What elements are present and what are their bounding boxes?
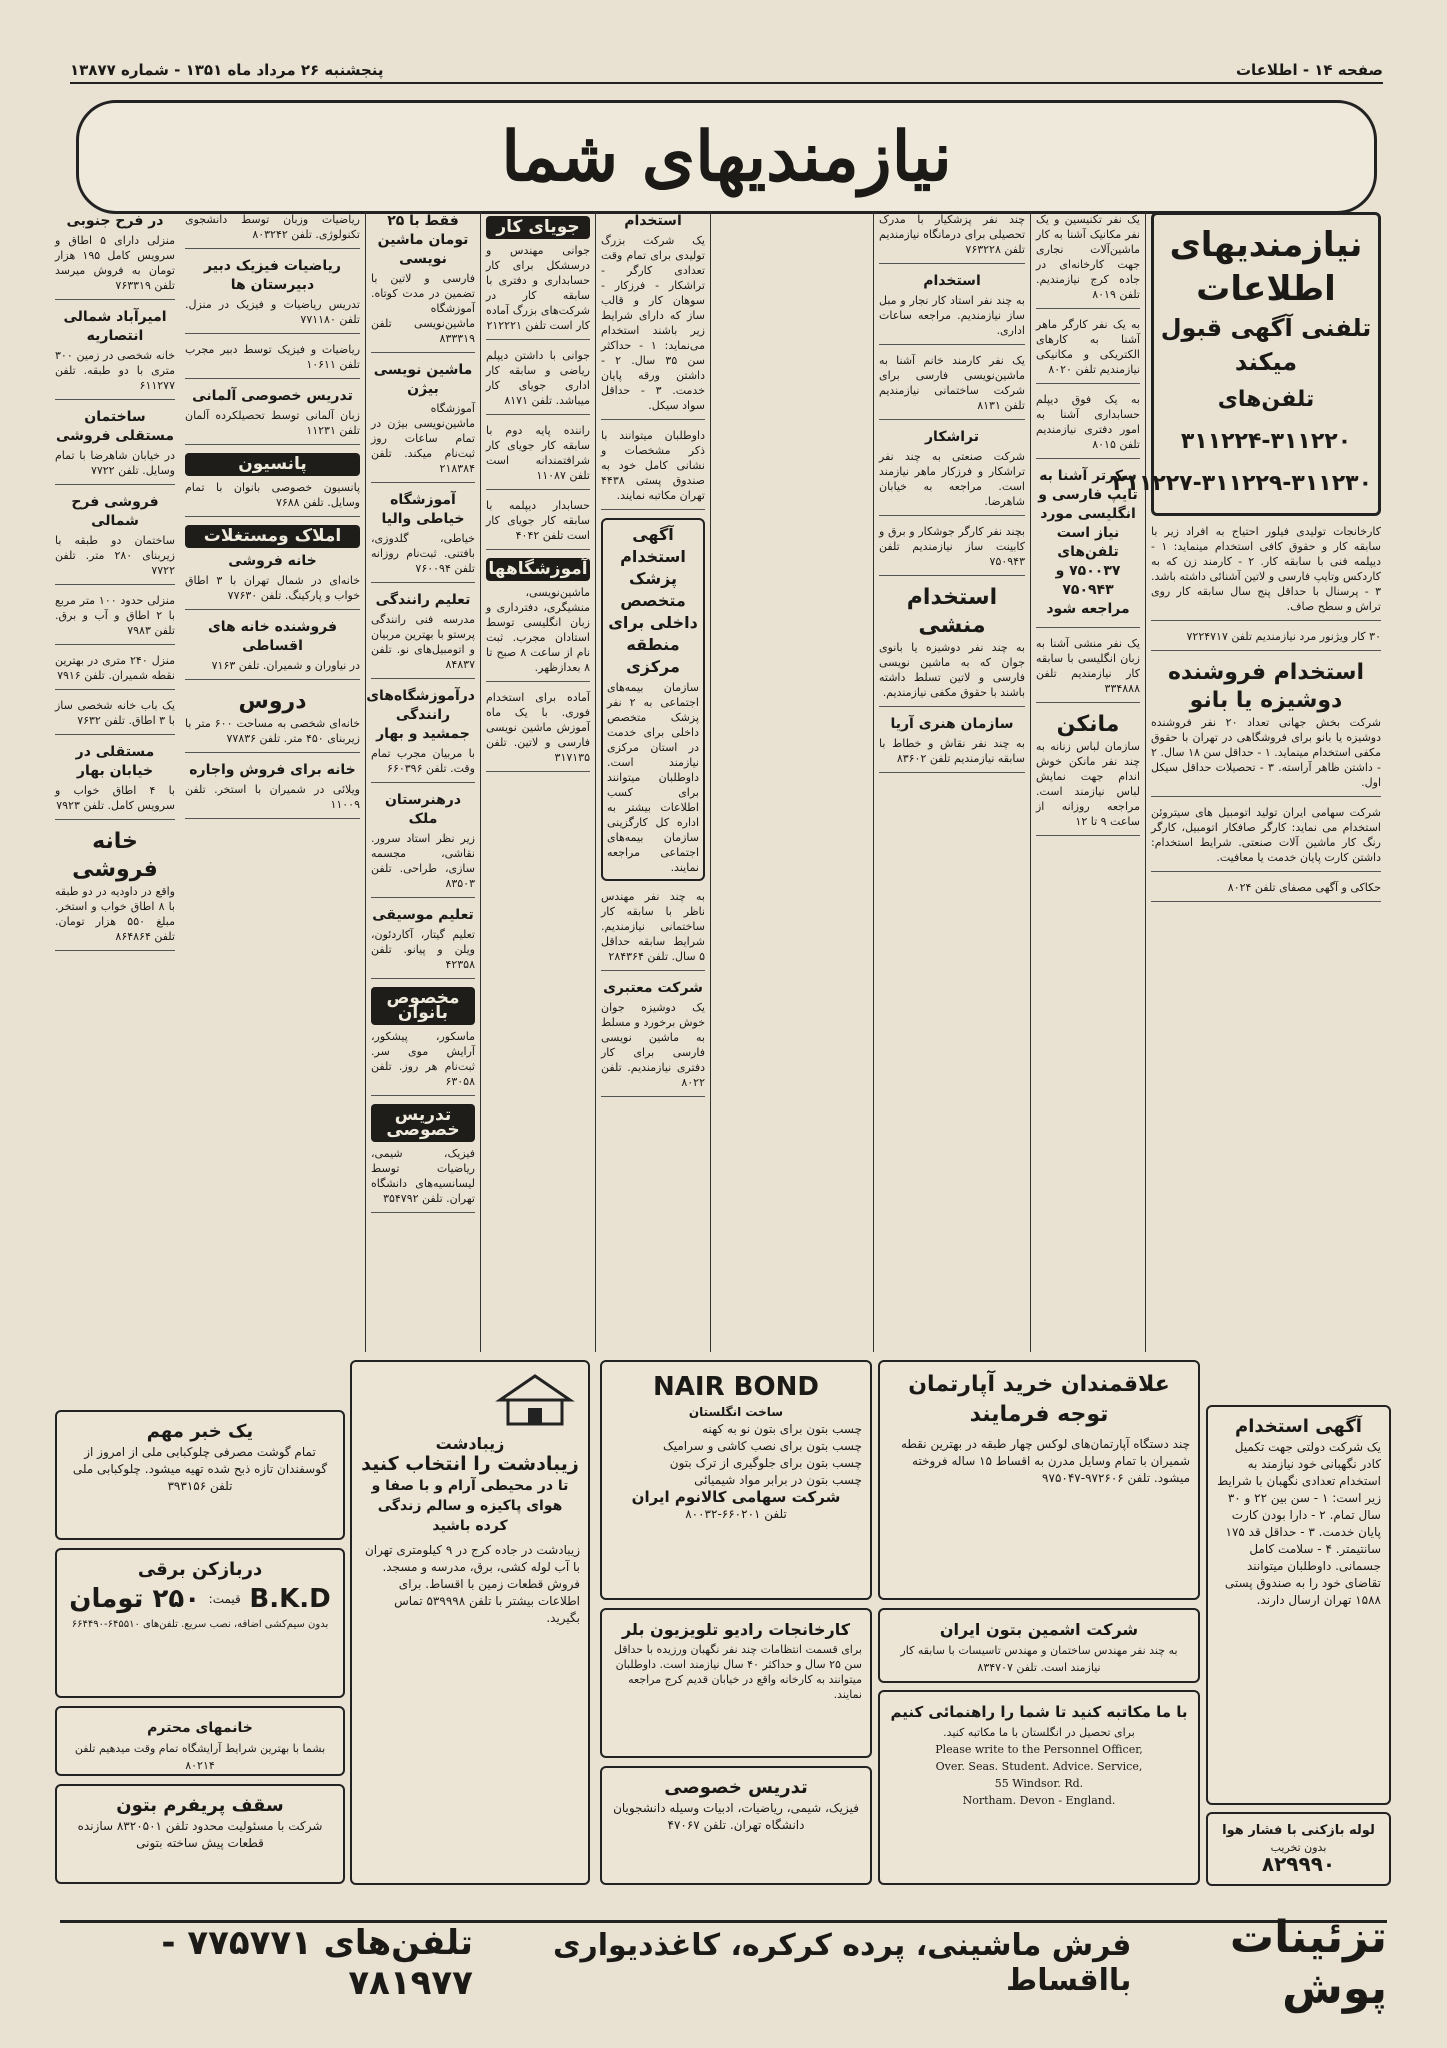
ad-heading: استخدام فروشنده دوشیزه یا بانو xyxy=(1167,660,1365,713)
classified-ad: فقط با ۲۵ تومان ماشین نویسی فارسی و لاتین با تضمین در مدت کوتاه. آموزشگاه ماشین‌نویسی تلفن ۸۳۳۳۱۹ xyxy=(371,212,475,353)
classified-ad: پانسیون خصوصی بانوان با تمام وسایل. تلفن ۷۶۸۸ xyxy=(185,480,360,517)
house-logo-icon xyxy=(490,1370,580,1430)
section-banner xyxy=(76,100,1377,214)
classified-ad: مانکن سازمان لباس زنانه به چند نفر مانکن خوش اندام جهت نمایش لباس نیازمند است. مراجعه روزانه از ساعت ۹ تا ۱۲ xyxy=(1036,711,1140,836)
classified-ad: مستقلی در خیابان بهار با ۴ اطاق خواب و سرویس کامل. تلفن ۷۹۲۳ xyxy=(55,743,175,820)
classified-ad: استخدام فروشنده دوشیزه یا بانو شرکت بخش جهانی تعداد ۲۰ نفر فروشنده دوشیزه یا بانو برای فروشگاهی در تهران با حقوق مکفی استخدام مینماید. ۱ - حداقل سن ۱۸ سال. ۲ - داشتن ظاهر آراسته. ۳ - تحصیلات حداقل سیکل اول. xyxy=(1151,659,1381,797)
ad-heading: سازمان هنری آریا xyxy=(890,716,1014,732)
classified-ad: کارخانجات تولیدی فیلور احتیاج به افراد زیر با سابقه کار و حقوق کافی استخدام مینماید: ۱ - دیپلمه فنی با سابقه کار. ۲ - کارمند زن که به کاردکس وتایپ فارسی و لاتین آشنائی داشته باشد. ۳ - پرسنال با حداقل پنج سال سابقه کار روی تراش و سطح صاف. xyxy=(1151,524,1381,621)
classified-ad: یک نفر کارمند خانم آشنا به ماشین‌نویسی فارسی برای شرکت ساختمانی نیازمندیم تلفن ۸۱۳۱ xyxy=(879,353,1025,420)
radio-factory-ad: کارخانجات رادیو تلویزیون بلر برای قسمت انتظامات چند نفر نگهبان ورزیده با حداقل سن ۲۵ سال و حداکثر ۴۰ سال نیازمند است. داوطلبان میتوانند به کارخانه واقع در خیابان قدیم کرج مراجعه نمایند. xyxy=(600,1608,872,1758)
column-3 xyxy=(874,212,1030,1352)
classified-ad: درهنرستان ملک زیر نظر استاد سرور. نقاشی، مجسمه سازی، طراحی. تلفن ۸۳۵۰۳ xyxy=(371,791,475,898)
govt-hiring-ad: آگهی استخدام یک شرکت دولتی جهت تکمیل کادر نگهبانی خود نیازمند به استخدام تعدادی نگهبان با شرایط زیر است: ۱ - سن بین ۲۲ و ۳۰ سال تمام. ۲ - دارا بودن کارت پایان خدمت. ۳ - حداقل قد ۱۷۵ سانتیمتر. ۴ - سلامت کامل جسمانی. داوطلبان میتوانند تقاضای خود را به صندوق پستی ۱۵۸۸ تهران ارسال دارند. xyxy=(1206,1405,1391,1805)
classified-ad: یک باب خانه شخصی ساز با ۳ اطاق. تلفن ۷۶۳۲ xyxy=(55,698,175,735)
classified-ad: شرکت سهامی ایران تولید اتومبیل های سیتروئن استخدام می نماید: کارگر صافکار اتومبیل، کارگر رنگ کار ماشین آلات صنعتی. شرایط استخدام: داشتن کارت پایان خدمت یا معافیت. xyxy=(1151,805,1381,872)
zibadasht-logo: زیبادشت xyxy=(435,1434,505,1453)
running-header xyxy=(70,58,1383,84)
classified-ad: درآموزشگاه‌های رانندگی جمشید و بهار با مربیان مجرب تمام وقت. تلفن ۶۶۰۳۹۶ xyxy=(371,687,475,783)
footer-brand: تزئینات پوش xyxy=(1229,1912,1387,2014)
classified-ad: یک نفر تکنیسین و یک نفر مکانیک آشنا به کار ماشین‌آلات نجاری جهت کارخانه‌ای در جاده کرج نیازمندیم. تلفن ۸۰۱۹ xyxy=(1036,212,1140,309)
classified-ad: ریاضیات فیزیک دبیر دبیرستان ها تدریس ریاضیات و فیزیک در منزل. تلفن ۷۷۱۱۸۰ xyxy=(185,257,360,334)
classified-ad: حکاکی و آگهی مصفای تلفن ۸۰۲۴ xyxy=(1151,880,1381,902)
column-8 xyxy=(50,212,180,1352)
issue-date: پنجشنبه ۲۶ مرداد ماه ۱۳۵۱ - شماره ۱۳۸۷۷ xyxy=(70,61,384,79)
classified-ad: دروس خانه‌ای شخصی به مساحت ۶۰۰ متر با زیربنای ۴۵۰ متر. تلفن ۷۷۸۳۶ xyxy=(185,688,360,753)
classified-ad: خانه برای فروش واجاره ویلائی در شمیران با استخر. تلفن ۱۱۰۰۹ xyxy=(185,761,360,819)
footer-ad xyxy=(60,1912,1387,2014)
ad-heading: استخدام xyxy=(923,273,981,289)
classified-ad: تراشکار شرکت صنعتی به چند نفر تراشکار و فرزکار ماهر نیازمند است. مراجعه به خیابان شاهرضا. xyxy=(879,428,1025,516)
ettelaat-phones-1: تلفن‌های ۳۱۱۲۲۰-۳۱۱۲۲۴ xyxy=(1180,387,1352,454)
door-opener-ad: دربازکن برقی B.K.D قیمت: ۲۵۰ تومان بدون سیم‌کشی اضافه، نصب سریع. تلفن‌های ۶۴۵۵۱۰-۶۶۴۴۹۰ xyxy=(55,1548,345,1698)
classified-ad: شرکت معتبری یک دوشیزه جوان خوش برخورد و مسلط به ماشین نویسی فارسی برای کار دفتری نیازمندیم. تلفن ۸۰۲۲ xyxy=(601,979,705,1097)
column-rule xyxy=(710,212,711,1352)
concrete-ceiling-ad: سقف پریفرم بتون شرکت با مسئولیت محدود تلفن ۸۳۲۰۵۰۱ سازنده قطعات پیش ساخته بتونی xyxy=(55,1784,345,1884)
classified-ad: تدریس خصوصی آلمانی زبان آلمانی توسط تحصیلکرده آلمان تلفن ۱۱۲۳۱ xyxy=(185,387,360,445)
classified-ad: سازمان هنری آریا به چند نفر نقاش و خطاط با سابقه نیازمندیم تلفن ۸۳۶۰۲ xyxy=(879,715,1025,773)
classified-ad: به یک فوق دیپلم حسابداری آشنا به امور دفتری نیازمندیم تلفن ۸۰۱۵ xyxy=(1036,392,1140,459)
classified-ad: ریاضیات و فیزیک توسط دبیر مجرب تلفن ۱۰۶۱۱ xyxy=(185,342,360,379)
classified-ad: ریاضیات وزبان توسط دانشجوی تکنولوژی. تلفن ۸۰۳۲۴۲ xyxy=(185,212,360,249)
classified-ad: منزل ۲۴۰ متری در بهترین نقطه شمیران. تلفن ۷۹۱۶ xyxy=(55,653,175,690)
zibadasht-ad: زیبادشت زیبادشت را انتخاب کنید تا در محیطی آرام و با صفا و هوای پاکیزه و سالم زندگی کرده باشید زیبادشت در جاده کرج در ۹ کیلومتری تهران با آب لوله کشی، برق، مدرسه و مسجد. فروش قطعات زمین با اقساط. برای اطلاعات بیشتر با تلفن ۵۳۹۹۹۸ تماس بگیرید. xyxy=(350,1360,590,1885)
section-heading: پانسیون xyxy=(185,453,360,476)
section-heading: آموزشگاهها xyxy=(486,558,590,581)
classified-ad: آموزشگاه خیاطی والیا خیاطی، گلدوزی، بافتنی. ثبت‌نام روزانه تلفن ۷۶۰۰۹۴ xyxy=(371,491,475,583)
classified-ad: جوانی با داشتن دیپلم ریاضی و سابقه کار اداری جویای کار میباشد. تلفن ۸۱۷۱ xyxy=(486,348,590,415)
classified-ad: داوطلبان میتوانند با ذکر مشخصات و نشانی کامل خود به صندوق پستی ۴۴۳۸ تهران مکاتبه نمایند. xyxy=(601,428,705,510)
classified-ad: بچند نفر کارگر جوشکار و برق و کابینت ساز نیازمندیم تلفن ۷۵۰۹۴۳ xyxy=(879,524,1025,576)
classified-ad: آماده برای استخدام فوری. با یک ماه آموزش ماشین نویسی فارسی و لاتین. تلفن ۳۱۷۱۳۵ xyxy=(486,690,590,772)
classified-ad: به چند نفر مهندس ناظر با سابقه کار ساختمانی نیازمندیم. شرایط سابقه حداقل ۵ سال. تلفن ۲۸۴۳۶۴ xyxy=(601,889,705,971)
section-heading: املاک ومستغلات xyxy=(185,525,360,548)
section-heading: تدریس خصوصی xyxy=(371,1104,475,1142)
ettelaat-title: نیازمندیهای اطلاعات xyxy=(1169,225,1363,309)
plumber-ad: لوله بازکنی با فشار هوا بدون تخریب ۸۲۹۹۹۰ xyxy=(1206,1812,1391,1886)
column-2 xyxy=(1031,212,1145,1352)
classified-ad: ماشین‌نویسی، منشیگری، دفترداری و زبان انگلیسی توسط استادان مجرب. ثبت نام از ساعت ۸ صبح تا ۸ بعدازظهر. xyxy=(486,585,590,682)
ettelaat-phones-2: ۳۱۱۲۲۷-۳۱۱۲۲۹-۳۱۱۲۳۰ xyxy=(1112,471,1372,496)
classified-ad: چند نفر پزشکیار با مدرک تحصیلی برای درمانگاه نیازمندیم تلفن ۷۶۳۲۲۸ xyxy=(879,212,1025,264)
classified-ad: تعلیم رانندگی مدرسه فنی رانندگی پرستو با بهترین مربیان و اتومبیل‌های نو. تلفن ۸۴۸۳۷ xyxy=(371,591,475,679)
ad-heading: مانکن xyxy=(1056,712,1120,737)
classified-ad: ساختمان مستقلی فروشی در خیابان شاهرضا با تمام وسایل. تلفن ۷۷۲۲ xyxy=(55,408,175,485)
classified-ad: راننده پایه دوم با سابقه کار جویای کار شرافتمندانه است تلفن ۱۱۰۸۷ xyxy=(486,423,590,490)
section-heading: مخصوص بانوان xyxy=(371,987,475,1025)
classified-ad: استخدام به چند نفر استاد کار نجار و مبل ساز نیازمندیم. مراجعه ساعات اداری. xyxy=(879,272,1025,345)
column-6 xyxy=(366,212,480,1352)
classified-ad: تعلیم موسیقی تعلیم گیتار، آکاردئون، ویلن و پیانو. تلفن ۴۲۳۵۸ xyxy=(371,906,475,979)
bkd-brand: B.K.D xyxy=(249,1584,331,1614)
correspondence-ad: با ما مکاتبه کنید تا شما را راهنمائی کنیم برای تحصیل در انگلستان با ما مکاتبه کنید. Please write to the Personnel Officer, Over. Seas. Student. Advice. Service, 55 Windsor. Rd. Northam. Devon - England. xyxy=(878,1690,1200,1885)
section-title: نیازمندیهای شما xyxy=(501,117,952,197)
classified-ad: حسابدار دیپلمه با سابقه کار جویای کار است تلفن ۴۰۴۲ xyxy=(486,498,590,550)
classified-ad: ۳۰ کار ویژنور مرد نیازمندیم تلفن ۷۲۲۴۷۱۷ xyxy=(1151,629,1381,651)
nairbond-brand: NAIR BOND xyxy=(653,1372,819,1402)
footer-phones: تلفن‌های ۷۷۵۷۷۱ - ۷۸۱۹۷۷ xyxy=(161,1923,473,2003)
column-4 xyxy=(596,212,710,1352)
ad-heading: آگهی استخدام پزشک متخصص داخلی برای منطقه مرکزی xyxy=(608,525,698,676)
ad-heading: استخدام xyxy=(624,213,682,229)
classified-ad: فروشی فرح شمالی ساختمان دو طبقه با زیربنای ۲۸۰ متر. تلفن ۷۷۲۲ xyxy=(55,493,175,585)
classified-ad: منزلی حدود ۱۰۰ متر مربع با ۲ اطاق و آب و برق. تلفن ۷۹۸۳ xyxy=(55,593,175,645)
column-1 xyxy=(1112,212,1386,1352)
classified-ad: به یک نفر کارگر ماهر آشنا به کارهای الکتریکی و مکانیکی نیازمندیم تلفن ۸۰۲۰ xyxy=(1036,317,1140,384)
classified-ad: جوانی مهندس و درسشکل برای کار حسابداری و دفتری با سابقه کار در شرکت‌های بزرگ آماده کار است تلفن ۲۱۲۲۲۱ xyxy=(486,243,590,340)
classified-ad: ماسکور، پیشکور، آرایش موی سر. ثبت‌نام هر روز. تلفن ۶۳۰۵۸ xyxy=(371,1029,475,1096)
classified-ad: آگهی استخدام پزشک متخصص داخلی برای منطقه مرکزی سازمان بیمه‌های اجتماعی به ۲ نفر پزشک متخصص داخلی برای خدمت در استان مرکزی نیازمند است. داوطلبان میتوانند برای کسب اطلاعات بیشتر به اداره کل کارگزینی سازمان بیمه‌های اجتماعی مراجعه نمایند. xyxy=(601,518,705,881)
page-label: صفحه ۱۴ - اطلاعات xyxy=(1235,61,1383,79)
column-7 xyxy=(180,212,365,1352)
classified-ad: فروشنده خانه های اقساطی در نیاوران و شمیران. تلفن ۷۱۶۳ xyxy=(185,618,360,680)
classified-ad: ماشین نویسی بیژن آموزشگاه ماشین‌نویسی بیژن در تمام ساعات روز ثبت‌نام میکند. تلفن ۲۱۸۳۸۴ xyxy=(371,361,475,483)
nairbond-ad: NAIR BOND ساخت انگلستان چسب بتون برای بتون نو به کهنه چسب بتون برای نصب کاشی و سرامیک چسب بتون برای جلوگیری از ترک بتون چسب بتون در برابر مواد شیمیائی شرکت سهامی کالانوم ایران تلفن ۶۶۰۲۰۱-۸۰۰۳۲ xyxy=(600,1360,872,1600)
apartment-ad: علاقمندان خرید آپارتمان توجه فرمایند چند دستگاه آپارتمان‌های لوکس چهار طبقه در بهترین نقطه شمیران با تمام وسایل مدرن به اقساط ۱۵ ساله فروخته میشود. تلفن ۹۷۲۶۰۶-۹۷۵۰۴۷ xyxy=(878,1360,1200,1600)
classified-ad: در فرح جنوبی منزلی دارای ۵ اطاق و سرویس کامل ۱۹۵ هزار تومان به فروش میرسد تلفن ۷۶۳۳۱۹ xyxy=(55,212,175,300)
classified-ad: یک نفر منشی آشنا به زبان انگلیسی با سابقه کار نیازمندیم تلفن ۳۳۴۸۸۸ xyxy=(1036,636,1140,703)
classified-ad: خانه فروشی واقع در داودیه در دو طبقه با ۸ اطاق خواب و استخر. مبلغ ۵۵۰ هزار تومان. تلفن ۸۶۴۸۶۴ xyxy=(55,828,175,951)
ettelaat-subtitle: تلفنی آگهی قبول میکند xyxy=(1160,314,1372,376)
classified-ad: استخدام یک شرکت بزرگ تولیدی برای تمام وقت تعدادی کارگر - تراشکار - فرزکار - سوهان کار و قالب ساز که دارای شرایط زیر باشند استخدام می‌نماید: ۱ - حداکثر سن ۳۵ سال. ۲ - داشتن ورقه پایان خدمت. ۳ - حداقل سواد سیکل. xyxy=(601,212,705,420)
classified-ad: فیزیک، شیمی، ریاضیات توسط لیسانسیه‌های دانشگاه تهران. تلفن ۳۵۴۷۹۲ xyxy=(371,1146,475,1213)
classified-ad: سکرتر آشنا به تایپ فارسی و انگلیسی مورد نیاز است تلفن‌های ۷۵۰۰۳۷ و ۷۵۰۹۴۳ مراجعه شود xyxy=(1036,467,1140,628)
classified-ad: خانه فروشی خانه‌ای در شمال تهران با ۳ اطاق خواب و پارکینگ. تلفن ۷۷۶۳۰ xyxy=(185,552,360,610)
classified-ad: امیرآباد شمالی انتصاریه خانه شخصی در زمین ۳۰۰ متری با دو طبقه. تلفن ۶۱۱۲۷۷ xyxy=(55,308,175,400)
classified-ad: استخدام منشی به چند نفر دوشیزه یا بانوی جوان که به ماشین نویسی فارسی و لاتین تسلط داشته باشند با حقوق مکفی نیازمندیم. xyxy=(879,584,1025,707)
footer-text: فرش ماشینی، پرده کرکره، کاغذدیواری بااقساط xyxy=(552,1928,1132,1998)
beton-iran-ad: شرکت اشمین بتون ایران به چند نفر مهندس ساختمان و مهندس تاسیسات با سابقه کار نیازمند است. تلفن ۸۳۴۷۰۷ xyxy=(878,1608,1200,1683)
section-heading: جویای کار xyxy=(486,216,590,239)
ettelaat-ad-box xyxy=(1112,212,1381,516)
price: ۲۵۰ تومان xyxy=(69,1584,201,1614)
price-label: قیمت: xyxy=(208,1591,241,1606)
tutoring-ad: تدریس خصوصی فیزیک، شیمی، ریاضیات، ادبیات وسیله دانشجویان دانشگاه تهران. تلفن ۴۷۰۶۷ xyxy=(600,1766,872,1885)
ladies-notice-ad: خانمهای محترم بشما با بهترین شرایط آرایشگاه تمام وقت میدهیم تلفن ۸۰۲۱۴ xyxy=(55,1706,345,1776)
ad-heading: استخدام منشی xyxy=(906,585,998,638)
column-5 xyxy=(481,212,595,1352)
restaurant-ad: یک خبر مهم تمام گوشت مصرفی چلوکبابی ملی از امروز از گوسفندان تازه ذبح شده تهیه میشود. چلوکبابی ملی تلفن ۳۹۳۱۵۶ xyxy=(55,1410,345,1540)
ad-heading: تراشکار xyxy=(925,429,979,445)
ad-heading: شرکت معتبری xyxy=(603,980,703,996)
